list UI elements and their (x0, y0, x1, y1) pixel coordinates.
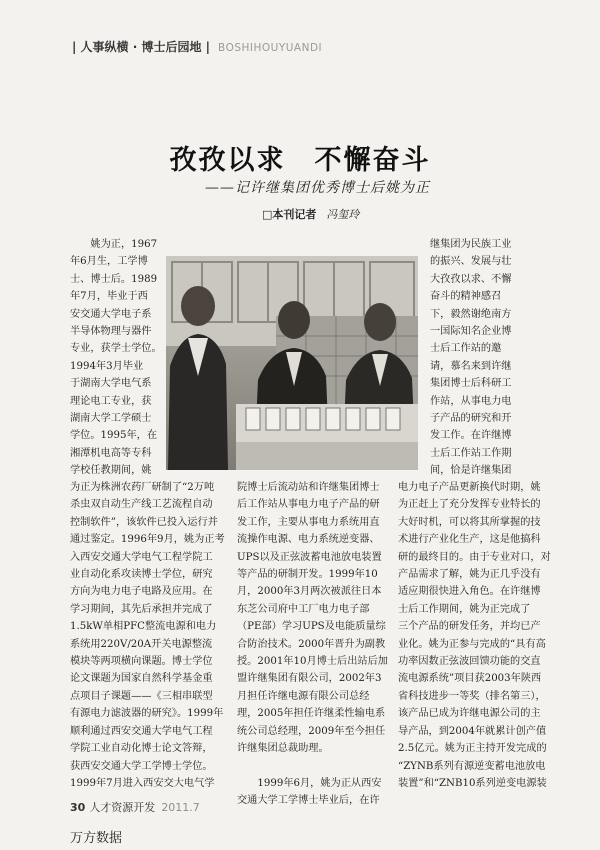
text-line: 湖南大学工学硕士 (70, 413, 152, 425)
text-line: 装置”和“ZNB10系列逆变电源装 (398, 777, 547, 789)
text-line: 有源电力滤波器的研究》。1999年 (70, 708, 224, 720)
text-line: 集团博士后科研工 (430, 378, 512, 390)
column-left-bottom (70, 479, 226, 792)
text-line: 理，2005年担任许继柔性输电系 (237, 708, 386, 720)
text-line: 交通大学工学博士毕业后，在许 (237, 795, 380, 807)
text-line: 统公司总经理，2009年至今担任 (237, 725, 386, 737)
column-left-top (70, 236, 162, 480)
text-line: 子产品的研究和开 (430, 413, 512, 425)
section-label: | 人事纵横 · 博士后园地 | (72, 40, 211, 54)
byline-author: 冯玺玲 (326, 208, 360, 221)
text-line: UPS以及正弦波蓄电池放电装置 (237, 551, 382, 563)
text-line: 大好时机，可以将其所掌握的技 (398, 516, 541, 528)
text-line: 院博士后流动站和许继集团博士 (237, 482, 380, 493)
article-title: 孜孜以求 不懈奋斗 (169, 145, 431, 176)
column-right-bottom (398, 479, 556, 792)
text-line: 一国际知名企业博 (430, 326, 512, 338)
text-line: 理论电工专业，获 (70, 395, 152, 407)
text-line: 1999年7月进入西安交大电气学 (70, 777, 215, 789)
text-line: 杀虫双自动生产线工艺流程自动 (70, 499, 213, 511)
text-line: 发工作，主要从事电力系统用直 (237, 516, 380, 528)
text-line: 功率因数正弦波回馈功能的交直 (398, 656, 541, 668)
section-header (72, 38, 322, 55)
text-line: 继集团为民族工业 (430, 239, 512, 250)
text-line: 流操作电源、电力系统逆变器、 (237, 534, 380, 546)
text-line: 学院工业自动化博士论文答辩， (70, 743, 213, 755)
issue-date: 2011.7 (161, 801, 200, 814)
text-line: 方向为电力电子电路及应用。在 (70, 586, 213, 598)
text-line: 作站，从事电力电 (430, 395, 512, 407)
text-line: 士、博士后。1989 (70, 273, 158, 285)
text-line: 1999年6月，姚为正从西安 (257, 777, 382, 789)
text-line: 年6月生，工学博 (70, 256, 148, 268)
text-line: 三个产品的研发任务，并均已产 (398, 621, 541, 633)
text-line: 为正赶上了充分发挥专业特长的 (398, 499, 541, 511)
text-line: 论文课题为国家自然科学基金重 (70, 673, 213, 685)
text-line: 省科技进步一等奖（排名第三）， (398, 690, 546, 702)
text-line: 为正为株洲农药厂研制了“2万吨 (70, 482, 215, 493)
text-line: 年7月，毕业于西 (70, 291, 148, 303)
text-line: 产品需求了解，姚为正几乎没有 (398, 569, 541, 581)
text-line: 顺利通过西安交通大学电气工程 (70, 725, 213, 737)
text-line: 请，慕名来到许继 (430, 360, 512, 372)
text-line: 士后工作站的邀 (430, 343, 502, 355)
text-line: 术进行产业化生产，这是他搞科 (398, 534, 541, 546)
text-line: 1994年3月毕业 (70, 360, 144, 372)
text-line: 获西安交通大学工学博士学位。 (70, 760, 213, 772)
text-line: 大孜孜以求、不懈 (430, 273, 512, 285)
section-english-label: BOSHIHOUYUANDI (218, 42, 323, 54)
text-line: 的振兴、发展与壮 (430, 256, 512, 268)
page-footer (70, 799, 200, 815)
text-line: （PE部）学习UPS及电能质量综 (237, 621, 386, 633)
text-line: 研的最终目的。由于专业对口，对 (398, 551, 551, 563)
text-line: 学校任教期间，姚 (70, 465, 152, 477)
text-line: 专业，获学士学位。 (70, 343, 162, 355)
text-line: 模块等两项横向课题。博士学位 (70, 656, 213, 668)
text-line: 流电源系统”项目获2003年陕西 (398, 673, 542, 685)
text-line: 等产品的研制开发。1999年10 (237, 569, 378, 581)
text-line: 学位。1995年，在 (70, 430, 158, 442)
publication-name: 人才资源开发 (89, 801, 156, 814)
text-line: 士后工作期间，姚为正完成了 (398, 603, 531, 615)
text-line: 间，恰是许继集团 (430, 465, 512, 477)
text-line: 湘潭机电高等专科 (70, 447, 152, 459)
text-line: 业化。姚为正参与完成的“具有高 (398, 638, 546, 650)
article-byline (262, 206, 359, 222)
text-line: 入西安交通大学电气工程学院工 (70, 551, 213, 563)
text-line: 安交通大学电子系 (70, 308, 152, 320)
text-line: 1.5kW单相PFC整流电源和电力 (70, 621, 217, 633)
text-line: 电力电子产品更新换代时期，姚 (398, 482, 541, 493)
text-line: 授。2001年10月博士后出站后加 (237, 656, 388, 668)
text-line: 学习期间，其先后承担并完成了 (70, 603, 213, 615)
text-line: 导产品，到2004年就累计创产值 (398, 725, 547, 737)
text-line: 许继集团总裁助理。 (237, 743, 329, 755)
text-line: 月，2000年3月两次被派往日本 (237, 586, 382, 598)
byline-role: □本刊记者 (262, 208, 317, 221)
text-line: 盟许继集团有限公司，2002年3 (237, 673, 382, 685)
text-line: 合防治技术。2000年晋升为副教 (237, 638, 386, 650)
text-line: 下，毅然谢绝南方 (430, 308, 512, 320)
text-line: 该产品已成为许继电源公司的主 (398, 708, 541, 720)
text-line: 通过鉴定。1996年9月，姚为正考 (70, 534, 225, 546)
text-line: 发工作。在许继博 (430, 430, 512, 442)
text-line: 姚为正，1967 (90, 239, 158, 250)
text-line: 控制软件”，该软件已投入运行并 (70, 516, 218, 528)
article-photo (166, 256, 418, 470)
text-line: 半导体物理与器件 (70, 326, 152, 338)
article-subtitle: ——记许继集团优秀博士后姚为正 (205, 180, 430, 196)
text-line: 后工作站从事电力电子产品的研 (237, 499, 380, 511)
text-line: “ZYNB系列有源逆变蓄电池放电 (398, 760, 546, 772)
database-watermark: 万方数据 (70, 831, 123, 846)
text-line: 奋斗的精神感召 (430, 291, 502, 303)
text-line: 系统用220V/20A开关电源整流 (70, 638, 213, 650)
text-line: 月担任许继电源有限公司总经 (237, 690, 370, 702)
text-line: 士后工作站工作期 (430, 447, 512, 459)
column-middle (237, 479, 392, 810)
text-line: 于湖南大学电气系 (70, 378, 152, 390)
text-line: 东芝公司府中工厂电力电子部 (237, 603, 370, 615)
column-right-top (430, 236, 526, 480)
text-line: 点项目子课题——《三相串联型 (70, 690, 213, 702)
text-line: 适应期很快进入角色。在许继博 (398, 586, 541, 598)
photo-illustration (166, 256, 418, 470)
page-number: 30 (70, 801, 86, 814)
text-line: 业自动化系攻读博士学位，研究 (70, 569, 213, 581)
text-line: 2.5亿元。姚为正主持开发完成的 (398, 743, 547, 755)
text-line (237, 758, 392, 775)
